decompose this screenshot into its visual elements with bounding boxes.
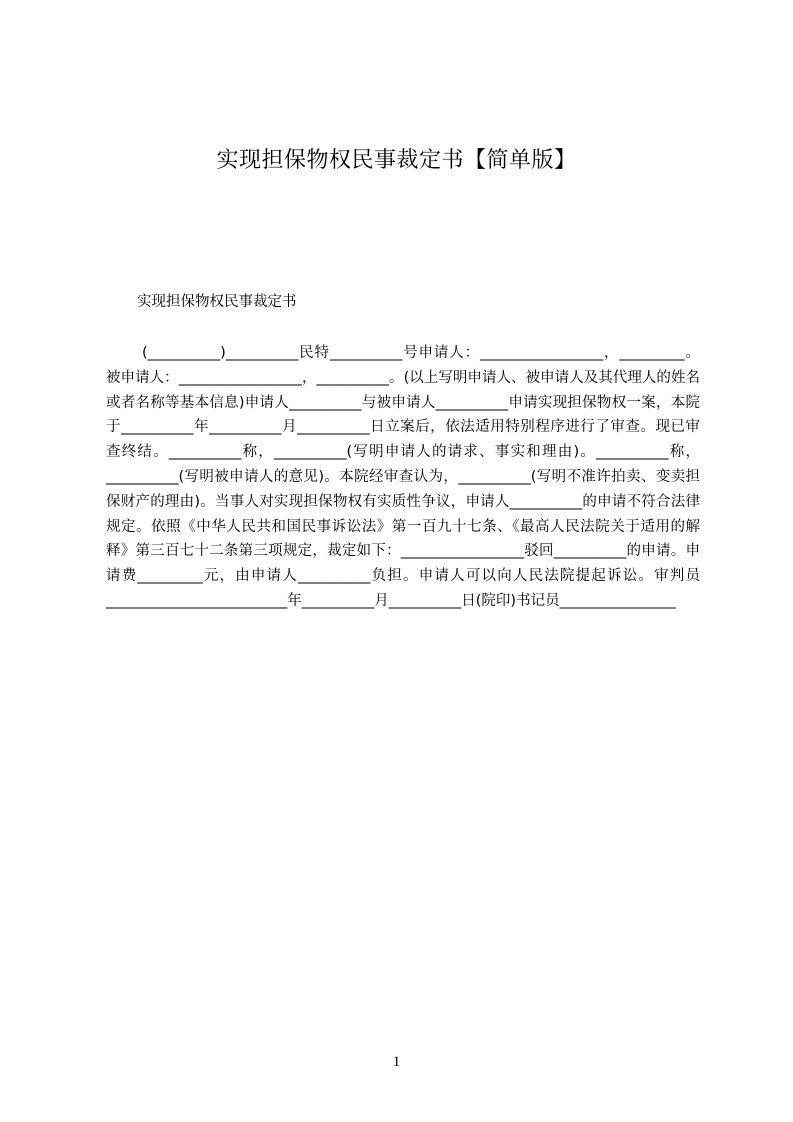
document-body-paragraph: (__________)__________民特__________号申请人：_________________，_________。被申请人：_________________，__________。(以上写明申请人、被申请人及其代理人的姓名或者名称等基本信息)申请人__________与被申请人__________申请实现担保物权一案，本院于__________年__________月__________日立案后，依法适用特别程序进行了审查。现已审查终结。__________称，__________(写明申请人的请求、事实和理由)。__________称，__________(写明被申请人的意见)。本院经审查认为，__________(写明不准许拍卖、变卖担保财产的理由)。当事人对实现担保物权有实质性争议，申请人__________的申请不符合法律规定。依照《中华人民共和国民事诉讼法》第一百九十七条、《最高人民法院关于适用的解释》第三百七十二条第三项规定，裁定如下：_________________驳回__________的申请。申请费_________元，由申请人__________负担。申请人可以向人民法院提起诉讼。审判员_________________________年__________月__________日(院印)书记员________________ xyxy=(106,345,700,609)
page-number: 1 xyxy=(392,1054,401,1070)
document-subtitle: 实现担保物权民事裁定书 xyxy=(137,294,297,310)
page-title: 实现担保物权民事裁定书【简单版】 xyxy=(216,148,577,173)
